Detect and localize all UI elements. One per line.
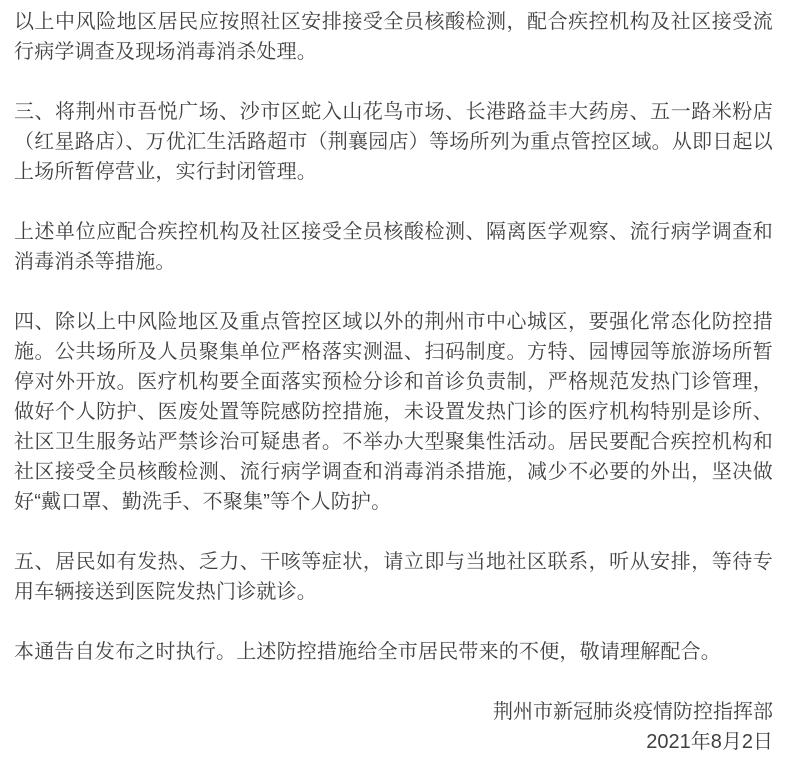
notice-paragraph-item-5-symptoms: 五、居民如有发热、乏力、干咳等症状，请立即与当地社区联系，听从安排，等待专用车辆接送到医院发热门诊就诊。 <box>14 551 773 603</box>
issue-date: 2021年8月2日 <box>646 731 773 753</box>
notice-paragraph-item-3-key-control-areas: 三、将荆州市吾悦广场、沙市区蛇入山花鸟市场、长港路益丰大药房、五一路米粉店（红星路店）、万优汇生活路超市（荆襄园店）等场所列为重点管控区域。从即日起以上场所暂停营业，实行封闭管理。 <box>14 101 773 183</box>
notice-paragraph-units-cooperation: 上述单位应配合疾控机构及社区接受全员核酸检测、隔离医学观察、流行病学调查和消毒消杀等措施。 <box>14 221 773 273</box>
signature-block <box>14 697 773 757</box>
notice-paragraph-item-4-normalized-prevention: 四、除以上中风险地区及重点管控区域以外的荆州市中心城区，要强化常态化防控措施。公共场所及人员聚集单位严格落实测温、扫码制度。方特、园博园等旅游场所暂停对外开放。医疗机构要全面落实预检分诊和首诊负责制，严格规范发热门诊管理，做好个人防护、医废处置等院感防控措施，未设置发热门诊的医疗机构特别是诊所、社区卫生服务站严禁诊治可疑患者。不举办大型聚集性活动。居民要配合疾控机构和社区接受全员核酸检测、流行病学调查和消毒消杀措施，减少不必要的外出，坚决做好“戴口罩、勤洗手、不聚集”等个人防护。 <box>14 311 773 513</box>
notice-paragraph-effective-statement: 本通告自发布之时执行。上述防控措施给全市居民带来的不便，敬请理解配合。 <box>14 641 721 663</box>
notice-paragraph-middle-risk-testing: 以上中风险地区居民应按照社区安排接受全员核酸检测，配合疾控机构及社区接受流行病学调查及现场消毒消杀处理。 <box>14 11 773 63</box>
issuing-authority: 荆州市新冠肺炎疫情防控指挥部 <box>493 701 773 723</box>
